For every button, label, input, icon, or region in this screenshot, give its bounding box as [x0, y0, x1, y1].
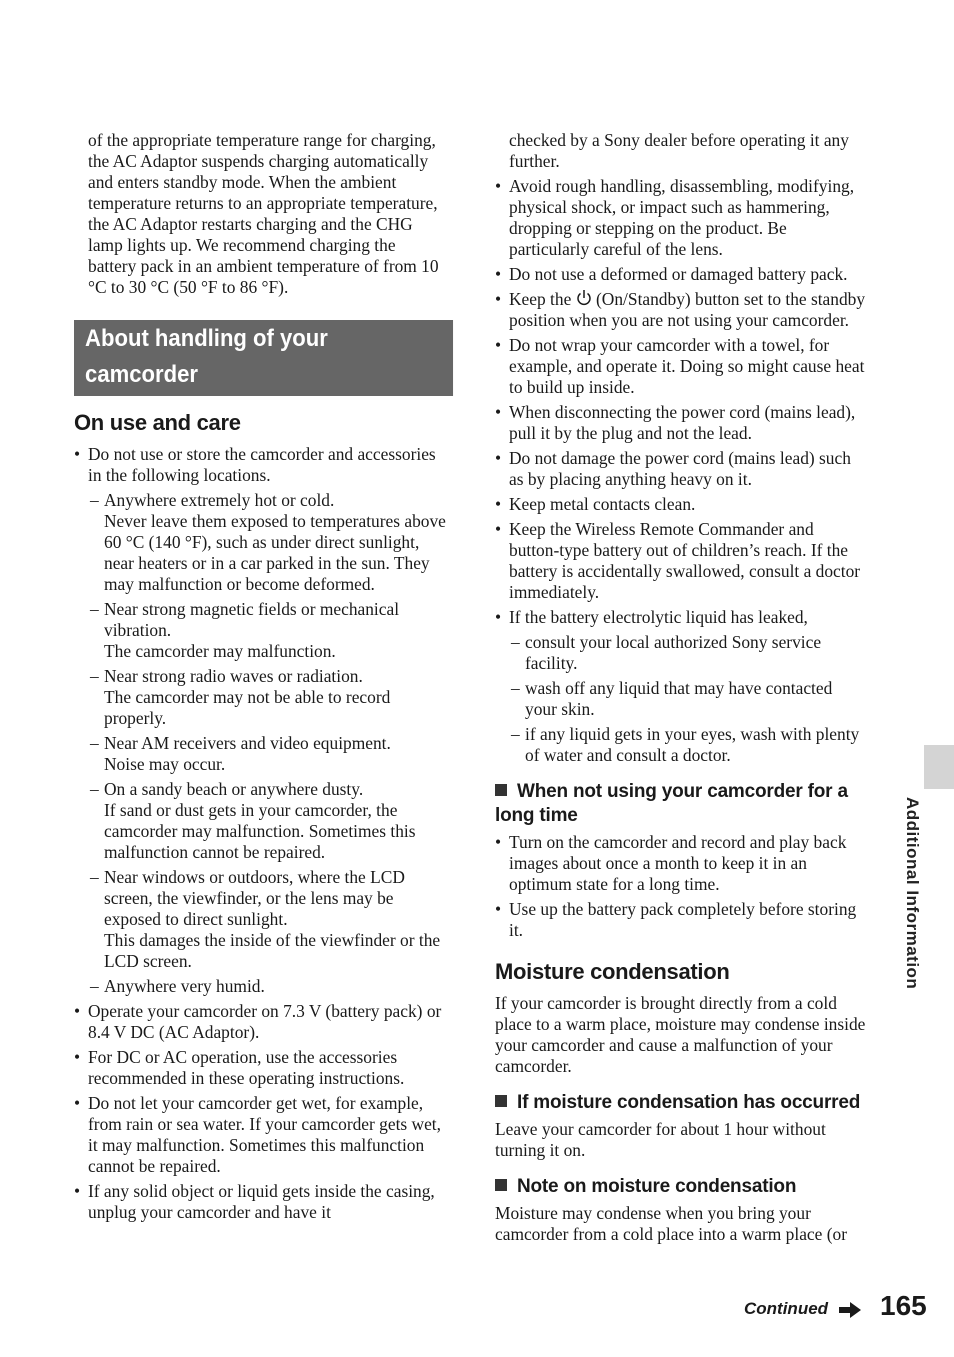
leak-step: – consult your local authorized Sony service facility. [495, 632, 867, 674]
bullet-item: • Turn on the camcorder and record and play back images about once a month to keep it in an optimum state for a long time. [495, 832, 867, 895]
bullet-item: • Do not damage the power cord (mains lead) such as by placing anything heavy on it. [495, 448, 867, 490]
location-title: – Near windows or outdoors, where the LCD screen, the viewfinder, or the lens may be exposed to direct sunlight. [104, 867, 405, 929]
heading-use-and-care: On use and care [74, 410, 241, 435]
location-item [74, 733, 446, 775]
location-note: If sand or dust gets in your camcorder, the camcorder may malfunction. Sometimes this malfunction cannot be repaired. [104, 800, 416, 862]
section-banner [74, 320, 453, 396]
section-banner-line1: About handling of your [85, 325, 328, 352]
bullet-item: • If any solid object or liquid gets inside the casing, unplug your camcorder and have it [74, 1181, 446, 1223]
bullet-item: • Do not wrap your camcorder with a towel, for example, and operate it. Doing so might cause heat to build up inside. [495, 335, 867, 398]
location-title: – Near strong magnetic fields or mechanical vibration. [104, 599, 400, 640]
location-note: Noise may occur. [104, 754, 226, 774]
continued-text: checked by a Sony dealer before operating it any further. [509, 130, 849, 171]
heading-not-using [495, 780, 867, 828]
location-item [74, 599, 446, 662]
location-item [74, 976, 446, 997]
page-number: 165 [880, 1290, 927, 1321]
square-bullet-icon [495, 1179, 507, 1191]
heading-not-using-line2: long time [495, 805, 578, 826]
bullet-item: • When disconnecting the power cord (mains lead), pull it by the plug and not the lead. [495, 402, 867, 444]
power-standby-icon [576, 289, 592, 307]
location-title: – Near strong radio waves or radiation. [104, 666, 363, 686]
intro-paragraph: of the appropriate temperature range for charging, the AC Adaptor suspends charging automatically and enters standby mode. When the ambient temperature returns to an appropriate temperature, the AC Adaptor restarts charging and the CHG lamp lights up. We recommend charging the battery pack in an ambient temperature of from 10 °C to 30 °C (50 °F to 86 °F). [88, 130, 439, 297]
bullet-item: • Keep the Wireless Remote Commander and button-type battery out of children’s reach. If the battery is accidentally swallowed, consult a doctor immediately. [495, 519, 867, 603]
note-paragraph: Moisture may condense when you bring your camcorder from a cold place into a warm place (or [495, 1203, 847, 1244]
location-title: – Anywhere very humid. [104, 976, 265, 996]
location-note: The camcorder may not be able to record properly. [104, 687, 391, 728]
location-note: Never leave them exposed to temperatures above 60 °C (140 °F), such as under direct sunlight, near heaters or in a car parked in the sun. They may malfunction or become deformed. [104, 511, 446, 594]
location-item [74, 666, 446, 729]
location-title: – Near AM receivers and video equipment. [104, 733, 391, 753]
bullet-item: • Use up the battery pack completely before storing it. [495, 899, 867, 941]
leak-step: – if any liquid gets in your eyes, wash with plenty of water and consult a doctor. [495, 724, 867, 766]
location-item [74, 867, 446, 972]
heading-if-occurred [495, 1091, 867, 1115]
location-item [74, 779, 446, 863]
bullet-item: • Avoid rough handling, disassembling, modifying, physical shock, or impact such as hammering, dropping or stepping on the product. Be particularly careful of the lens. [495, 176, 867, 260]
bullet-item: • Operate your camcorder on 7.3 V (battery pack) or 8.4 V DC (AC Adaptor). [74, 1001, 446, 1043]
heading-not-using-line1: When not using your camcorder for a [517, 781, 848, 802]
right-arrow-icon [838, 1301, 862, 1319]
location-title: – On a sandy beach or anywhere dusty. [104, 779, 364, 799]
bullet-standby [495, 289, 867, 331]
continued-label: Continued [744, 1299, 829, 1318]
location-title: – Anywhere extremely hot or cold. [104, 490, 335, 510]
location-note: This damages the inside of the viewfinder or the LCD screen. [104, 930, 441, 971]
bullet-item: • Do not let your camcorder get wet, for example, from rain or sea water. If your camcorder gets wet, it may malfunction. Sometimes this malfunction cannot be repaired. [74, 1093, 446, 1177]
bullet-locations: • Do not use or store the camcorder and accessories in the following locations. [74, 444, 446, 486]
side-tab [924, 745, 954, 789]
moisture-paragraph: If your camcorder is brought directly from a cold place to a warm place, moisture may condense inside your camcorder and cause a malfunction of your camcorder. [495, 993, 866, 1076]
bullet-item: • Keep metal contacts clean. [495, 494, 867, 515]
standby-prefix: Keep the [509, 289, 572, 309]
section-banner-line2: camcorder [85, 361, 198, 388]
bullet-item: • For DC or AC operation, use the accessories recommended in these operating instructions. [74, 1047, 446, 1089]
location-note: The camcorder may malfunction. [104, 641, 336, 661]
if-occurred-paragraph: Leave your camcorder for about 1 hour without turning it on. [495, 1119, 826, 1160]
bullet-item: • If the battery electrolytic liquid has leaked, [495, 607, 867, 628]
square-bullet-icon [495, 1095, 507, 1107]
bullet-item: • Do not use a deformed or damaged battery pack. [495, 264, 867, 285]
heading-if-occurred-text: If moisture condensation has occurred [517, 1092, 861, 1113]
heading-moisture: Moisture condensation [495, 959, 730, 984]
heading-note [495, 1175, 867, 1199]
left-column [74, 130, 446, 1227]
right-column [495, 130, 867, 1249]
side-label: Additional Information [903, 797, 922, 990]
standby-suffix: (On/Standby) button set to the standby position when you are not using your camcorder. [509, 289, 866, 330]
leak-step: – wash off any liquid that may have contacted your skin. [495, 678, 867, 720]
square-bullet-icon [495, 784, 507, 796]
location-item [74, 490, 446, 595]
heading-note-text: Note on moisture condensation [517, 1176, 797, 1197]
